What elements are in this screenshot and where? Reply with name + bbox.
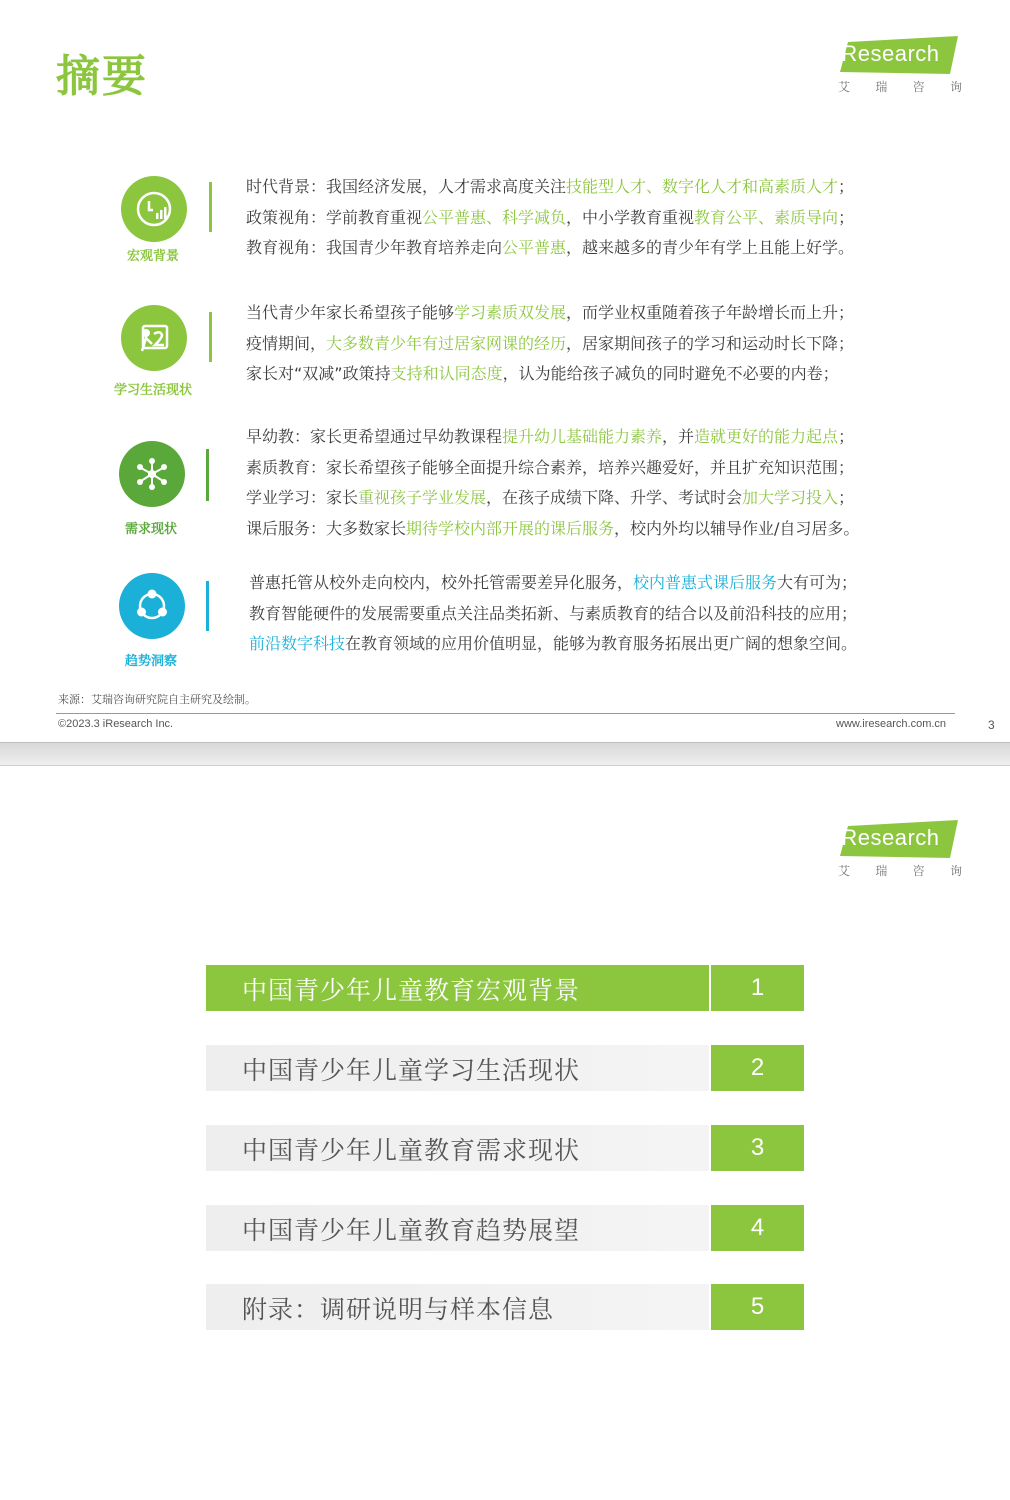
logo-research: Research	[841, 41, 940, 66]
logo-chinese	[838, 78, 962, 95]
line-text: 教育视角：我国青少年教育培养走向	[246, 238, 503, 257]
line-text: ；	[838, 207, 855, 227]
toc-item-1[interactable]	[206, 965, 804, 1011]
highlight-text: 公平普惠、科学减负	[422, 207, 567, 227]
section-lines	[246, 172, 854, 264]
logo-brand	[836, 41, 940, 67]
page-summary	[0, 0, 1010, 742]
summary-line	[246, 483, 859, 514]
footer-rule	[56, 713, 955, 714]
section-divider	[209, 312, 212, 362]
summary-line	[246, 172, 854, 203]
toc-bar	[206, 1045, 709, 1091]
line-text: ；	[838, 177, 855, 196]
page-contents	[0, 766, 1010, 1500]
line-text: ；	[838, 427, 855, 446]
toc-number: 3	[711, 1125, 804, 1171]
highlight-text: 期待学校内部开展的课后服务	[406, 518, 615, 538]
summary-line	[246, 359, 854, 390]
logo-char: 艾	[838, 864, 851, 878]
line-text: 在教育领域的应用价值明显，能够为教育服务拓展出更广阔的想象空间。	[345, 634, 858, 653]
network-nodes-icon	[119, 441, 185, 507]
toc-label: 中国青少年儿童教育需求现状	[242, 1136, 581, 1165]
line-text: 时代背景：我国经济发展，人才需求高度关注	[246, 177, 567, 196]
logo-char: 艾	[838, 80, 851, 94]
summary-line	[246, 514, 859, 545]
highlight-text: 支持和认同态度	[390, 364, 503, 383]
study-board-icon	[121, 305, 187, 371]
section-lines	[246, 298, 854, 390]
toc-item-3[interactable]	[206, 1125, 804, 1171]
network-nodes-glyph	[132, 454, 172, 494]
logo-research: Research	[841, 825, 940, 850]
line-text: 政策视角：学前教育重视	[246, 207, 423, 227]
logo-char: 瑞	[875, 864, 888, 878]
toc-bar	[206, 1125, 709, 1171]
toc-number: 5	[711, 1284, 804, 1330]
toc-number: 2	[711, 1045, 804, 1091]
summary-line	[246, 233, 854, 264]
highlight-text: 公平普惠	[502, 238, 567, 257]
logo-chinese	[838, 862, 962, 879]
line-text: ，中小学教育重视	[566, 207, 695, 227]
toc-label: 中国青少年儿童教育趋势展望	[242, 1216, 581, 1245]
toc-label: 附录：调研说明与样本信息	[242, 1295, 555, 1324]
line-text: 素质教育：家长希望孩子能够全面提升综合素养，培养兴趣爱好，并且扩充知识范围；	[246, 457, 855, 477]
logo-i: i	[836, 41, 842, 66]
highlight-text: 技能型人才、数字化人才和高素质人才	[566, 177, 839, 196]
study-board-glyph	[134, 318, 174, 358]
section-label: 趋势洞察	[124, 654, 177, 669]
toc-number: 1	[711, 965, 804, 1011]
summary-line	[249, 599, 857, 630]
line-text: 课后服务：大多数家长	[246, 518, 407, 538]
toc-item-4[interactable]	[206, 1205, 804, 1251]
section-label: 学习生活现状	[113, 383, 192, 398]
summary-line	[246, 203, 854, 234]
cycle-insight-glyph	[132, 586, 172, 626]
toc-item-2[interactable]	[206, 1045, 804, 1091]
logo-char: 瑞	[875, 80, 888, 94]
line-text: 大有可为；	[777, 573, 858, 592]
logo-i: i	[836, 825, 842, 850]
logo-char: 询	[949, 864, 962, 878]
section-lines	[246, 422, 859, 544]
toc-bar	[206, 1205, 709, 1251]
section-divider	[206, 449, 209, 501]
toc-bar	[206, 965, 709, 1011]
summary-line	[246, 298, 854, 329]
summary-line	[249, 568, 857, 599]
logo-brand	[836, 825, 940, 851]
highlight-text: 提升幼儿基础能力素养	[502, 427, 663, 446]
line-text: ，越来越多的青少年有学上且能上好学。	[566, 238, 855, 257]
highlight-text: 校内普惠式课后服务	[633, 573, 778, 592]
logo-char: 询	[949, 80, 962, 94]
clock-chart-glyph	[134, 189, 174, 229]
summary-line	[246, 329, 854, 360]
website-url: www.iresearch.com.cn	[836, 718, 947, 730]
line-text: ；	[838, 488, 855, 507]
line-text: ，在孩子成绩下降、升学、考试时会	[486, 488, 743, 507]
highlight-text: 加大学习投入	[742, 488, 839, 507]
summary-line	[246, 422, 859, 453]
highlight-text: 学习素质双发展	[454, 303, 567, 322]
clock-chart-icon	[121, 176, 187, 242]
page-break	[0, 742, 1010, 766]
copyright: ©2023.3 iResearch Inc.	[58, 718, 174, 730]
line-text: ，并	[662, 427, 695, 446]
highlight-text: 前沿数字科技	[249, 634, 346, 653]
cycle-insight-icon	[119, 573, 185, 639]
section-divider	[209, 182, 212, 232]
line-text: 当代青少年家长希望孩子能够	[246, 303, 455, 322]
line-text: 早幼教：家长更希望通过早幼教课程	[246, 427, 503, 446]
summary-line	[249, 629, 857, 660]
toc-item-5[interactable]	[206, 1284, 804, 1330]
section-divider	[206, 581, 209, 631]
line-text: ，居家期间孩子的学习和运动时长下降；	[566, 333, 855, 353]
source-note: 来源：艾瑞咨询研究院自主研究及绘制。	[58, 693, 256, 706]
logo-char: 咨	[912, 864, 925, 878]
logo-char: 咨	[912, 80, 925, 94]
toc-bar	[206, 1284, 709, 1330]
summary-line	[246, 453, 859, 484]
iresearch-logo	[836, 36, 961, 98]
page-number: 3	[988, 718, 995, 732]
line-text: 学业学习：家长	[246, 488, 359, 507]
line-text: ，而学业权重随着孩子年龄增长而上升；	[566, 303, 855, 322]
highlight-text: 教育公平、素质导向	[694, 207, 839, 227]
highlight-text: 大多数青少年有过居家网课的经历	[326, 333, 567, 353]
line-text: ，认为能给孩子减负的同时避免不必要的内卷；	[502, 364, 839, 383]
line-text: 教育智能硬件的发展需要重点关注品类拓新、与素质教育的结合以及前沿科技的应用；	[249, 603, 858, 623]
iresearch-logo	[836, 820, 961, 882]
highlight-text: 造就更好的能力起点	[694, 427, 839, 446]
section-label: 宏观背景	[126, 249, 179, 264]
page-title: 摘要	[56, 51, 148, 102]
toc-label: 中国青少年儿童学习生活现状	[242, 1056, 581, 1085]
toc-number: 4	[711, 1205, 804, 1251]
line-text: 普惠托管从校外走向校内，校外托管需要差异化服务，	[249, 573, 634, 592]
highlight-text: 重视孩子学业发展	[358, 488, 487, 507]
toc-label: 中国青少年儿童教育宏观背景	[242, 976, 581, 1005]
line-text: 疫情期间，	[246, 333, 327, 353]
section-lines	[249, 568, 857, 660]
section-label: 需求现状	[124, 522, 177, 537]
line-text: 家长对“双减”政策持	[246, 364, 391, 383]
line-text: ，校内外均以辅导作业/自习居多。	[614, 518, 860, 538]
